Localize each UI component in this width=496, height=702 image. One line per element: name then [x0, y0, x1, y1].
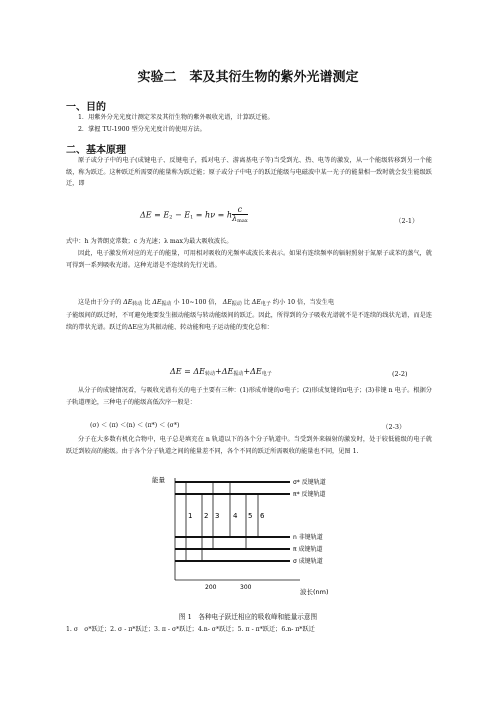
equation-number-2-3: （2-3）: [382, 423, 406, 431]
transition-label-4: 4: [233, 512, 238, 520]
paragraph-2: 因此，电子激发所对应的光子的能量，可用相对吸收的光频率或波长来表示。如果有连续频率的辐射照射于氮原子或苯的蒸气，就可得到一系列吸收光谱。这种光谱是不连续的先行光谱。: [66, 250, 432, 269]
level-label-sigma: σ 成键轨道: [293, 558, 323, 565]
x-axis-label: 波长(nm): [300, 588, 329, 596]
orbital-order: (σ) ＜ (π) ＜(n) ＜ (π*) ＜ (σ*): [90, 422, 180, 429]
paragraph-4: 从分子的成键情况看，与吸收光谱有关的电子主要有三种：(1)形成单键的σ电子；(2)形成复键的π电子；(3)非键 n 电子。根据分子轨道理论，三种电子的能级高低次序一般是：: [66, 387, 432, 406]
paragraph-3: 子能级间的跃迁时，不可避免地要发生振动能级与转动能级间的跃迁。因此，所得到的分子吸收光谱就不是不连续的线状光谱，而是连续的带状光谱。跃迁的ΔE应为其振动能、转动能和电子运动能的变化总和：: [66, 312, 432, 331]
figure-caption: 图 1 各种电子跃迁相应的吸收峰和能量示意图: [178, 613, 318, 621]
level-label-pi: π 成键轨道: [293, 546, 323, 553]
transition-label-3: 3: [215, 512, 220, 520]
equation-number-2-1: （2-1）: [395, 217, 419, 225]
equation-2-1: $\Delta E = E_2 - E_1 = h\nu = h$ $\frac{c}{\lambda_{max}}$: [140, 205, 248, 224]
tick-200: 200: [205, 584, 217, 591]
y-axis-label: 能量: [152, 476, 165, 484]
transition-label-1: 1: [188, 512, 193, 520]
equation-2-2: $\Delta E = \Delta E_{转动}+\Delta E_{振动}+\Delta E_{电子}$: [170, 367, 272, 377]
transition-label-2: 2: [204, 512, 209, 520]
section-heading-principle: 二、基本原理: [66, 145, 126, 156]
paragraph-5: 分子在大多数有机化合物中，电子总是填充在 n 轨道以下的各个分子轨道中。当受到外来辐射的激发时，处于较低能级的电子就跃迁到较高的能级。由于各个分子轨道之间的能量差不同，各个不同的跃迁所需吸收的能量也不同，见图 1.: [66, 436, 432, 455]
transition-label-5: 5: [248, 512, 253, 520]
paragraph-1: 原子或分子中的电子(成键电子、反键电子，孤对电子、游离基电子等)当受到光、热、电等的激发，从一个能级转移到另一个能级，称为跃迁。这种跃迁所需要的能量称为跃迁能；原子或分子中电子的跃迁能级与电磁波中某一光子的能量相一致时就会发生能级跃迁，即: [66, 157, 432, 188]
transition-legend: 1. σ σ*跃迁；2. σ - π*跃迁；3. π - σ*跃迁；4.n- σ*跃迁；5. π - π*跃迁；6.n- π*跃迁: [66, 626, 315, 633]
purpose-item-1: 1．用紫外分光光度计测定苯及其衍生物的紫外吸收光谱，计算跃迁能。: [78, 114, 274, 121]
paragraph-3-first-line: 这是由于分子的 $\Delta E_{转动}$ 比 $\Delta E_{振动}$ 小 10~100 倍， $\Delta E_{振动}$ 比 $\Delta E_{电子}$ 约小 10 倍，当发生电: [78, 299, 335, 307]
page-title: 实验二 苯及其衍生物的紫外光谱测定: [137, 70, 359, 85]
transition-label-6: 6: [260, 512, 265, 520]
section-heading-purpose: 一、目的: [66, 102, 106, 113]
level-label-sigma-star: σ* 反键轨道: [293, 479, 326, 486]
equation-number-2-2: (2-2): [392, 370, 408, 378]
energy-level-diagram: [150, 470, 380, 598]
tick-300: 300: [240, 584, 252, 591]
purpose-item-2: 2．掌握 TU-1900 型分光光度计的使用方法。: [78, 126, 206, 133]
level-label-n: n 非键轨道: [293, 534, 323, 541]
equation-note: 式中：h 为普朗克常数；c 为光速；λ max为最大吸收波长。: [66, 238, 233, 245]
level-label-pi-star: π* 反键轨道: [293, 491, 326, 498]
